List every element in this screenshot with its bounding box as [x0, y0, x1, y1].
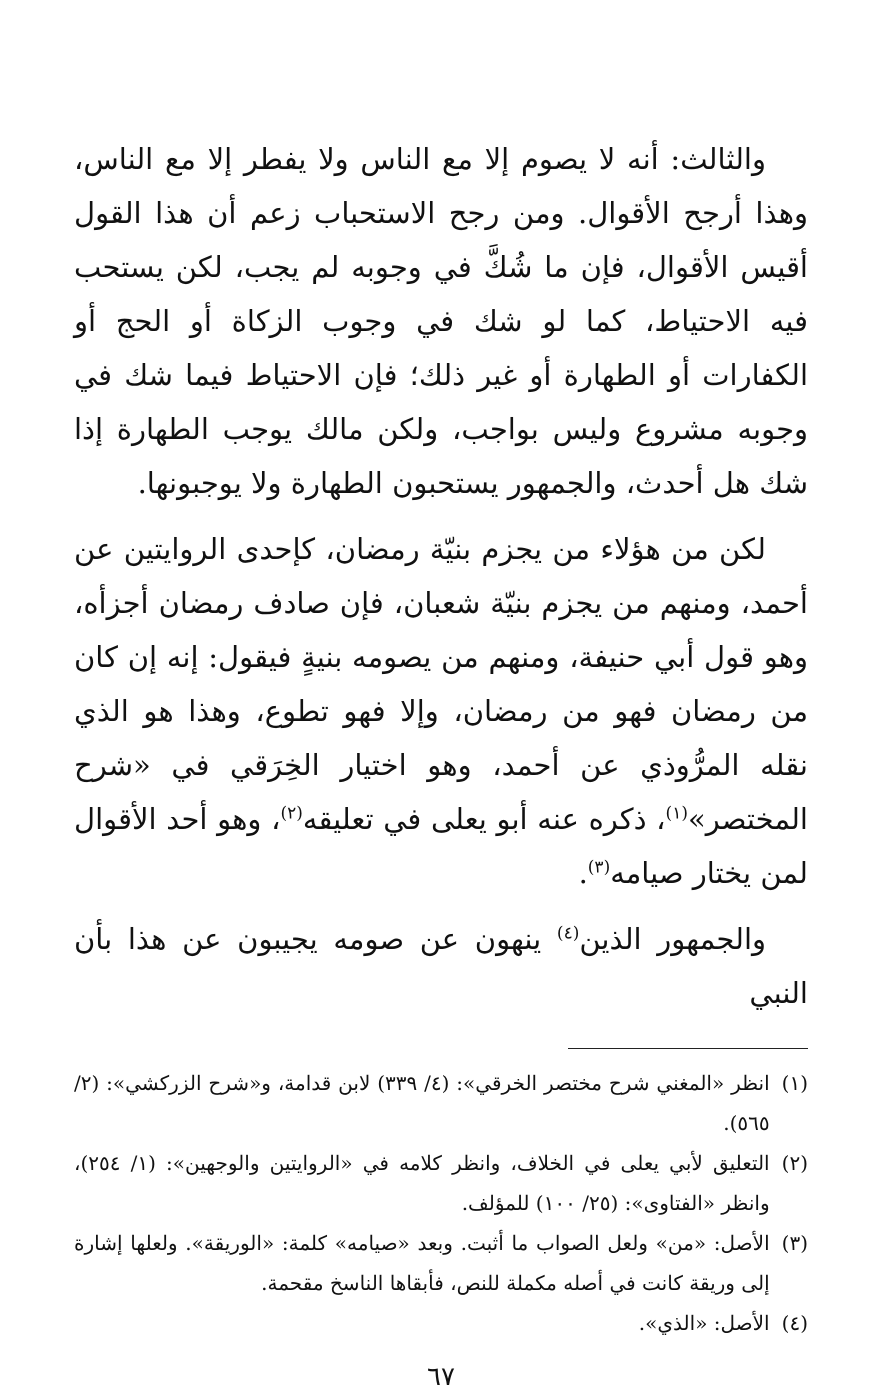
text-segment: . — [578, 856, 588, 890]
text-segment: لكن من هؤلاء من يجزم بنيّة رمضان، كإحدى الروايتين عن أحمد، ومنهم من يجزم بنيّة شعبان، فإن صادف رمضان أجزأه، وهو قول أبي حنيفة، ومنهم من يصومه بنيةٍ فيقول: إنه إن كان من رمضان فهو من رمضان، وإلا فهو تطوع، وهذا هو الذي نقله المرُّوذي عن أحمد، وهو اختيار الخِرَقي في «شرح المختصر» — [74, 532, 809, 836]
footnote-separator — [568, 1048, 808, 1049]
footnotes — [74, 1063, 808, 1343]
footnote-4 — [74, 1303, 808, 1343]
document-page — [74, 132, 809, 1392]
footnote-number: (٣) — [781, 1231, 808, 1255]
text-segment: ينهون عن صومه يجيبون عن هذا بأن النبي — [74, 922, 808, 1010]
text-segment: والثالث: أنه لا يصوم إلا مع الناس ولا يفطر إلا مع الناس، وهذا أرجح الأقوال. ومن رجح الاستحباب زعم أن هذا القول أقيس الأقوال، فإن ما شُكَّ في وجوبه لم يجب، لكن يستحب فيه الاحتياط، كما لو شك في وجوب الزكاة أو الحج أو الكفارات أو الطهارة أو غير ذلك؛ فإن الاحتياط فيما شك في وجوبه مشروع وليس بواجب، ولكن مالك يوجب الطهارة إذا شك هل أحدث، والجمهور يستحبون الطهارة ولا يوجبونها. — [74, 142, 808, 500]
text-segment: ، وهو أحد الأقوال لمن يختار صيامه — [74, 802, 808, 890]
text-segment: ، ذكره عنه أبو يعلى في تعليقه — [302, 802, 666, 836]
footnote-ref-1[interactable]: (١) — [665, 803, 688, 824]
paragraph-2 — [74, 522, 808, 900]
footnote-number: (١) — [781, 1071, 808, 1095]
footnote-text: الأصل: «من» ولعل الصواب ما أثبت. وبعد «صيامه» كلمة: «الوريقة». ولعلها إشارة إلى وريقة كانت في أصله مكملة للنص، فأبقاها الناسخ مقحمة. — [74, 1231, 770, 1295]
paragraph-3 — [74, 912, 808, 1020]
footnote-3 — [74, 1223, 808, 1303]
text-segment: والجمهور الذين — [579, 922, 767, 956]
page-number: ٦٧ — [427, 1362, 455, 1392]
footnote-number: (٤) — [781, 1311, 808, 1335]
footnote-text: انظر «المغني شرح مختصر الخرقي»: (٤/ ٣٣٩) لابن قدامة، و«شرح الزركشي»: (٢/ ٥٦٥). — [74, 1071, 770, 1135]
footnote-1 — [74, 1063, 808, 1143]
main-text — [74, 132, 808, 1020]
footnote-ref-2[interactable]: (٢) — [280, 803, 303, 824]
footnote-text: التعليق لأبي يعلى في الخلاف، وانظر كلامه في «الروايتين والوجهين»: (١/ ٢٥٤)، وانظر «الفتاوى»: (٢٥/ ١٠٠) للمؤلف. — [74, 1151, 770, 1215]
footnote-ref-4[interactable]: (٤) — [556, 923, 580, 944]
footnote-ref-3[interactable]: (٣) — [587, 857, 611, 878]
paragraph-1 — [74, 132, 808, 510]
footnote-text: الأصل: «الذي». — [638, 1311, 770, 1335]
footnote-2 — [74, 1143, 808, 1223]
footnote-number: (٢) — [781, 1151, 808, 1175]
